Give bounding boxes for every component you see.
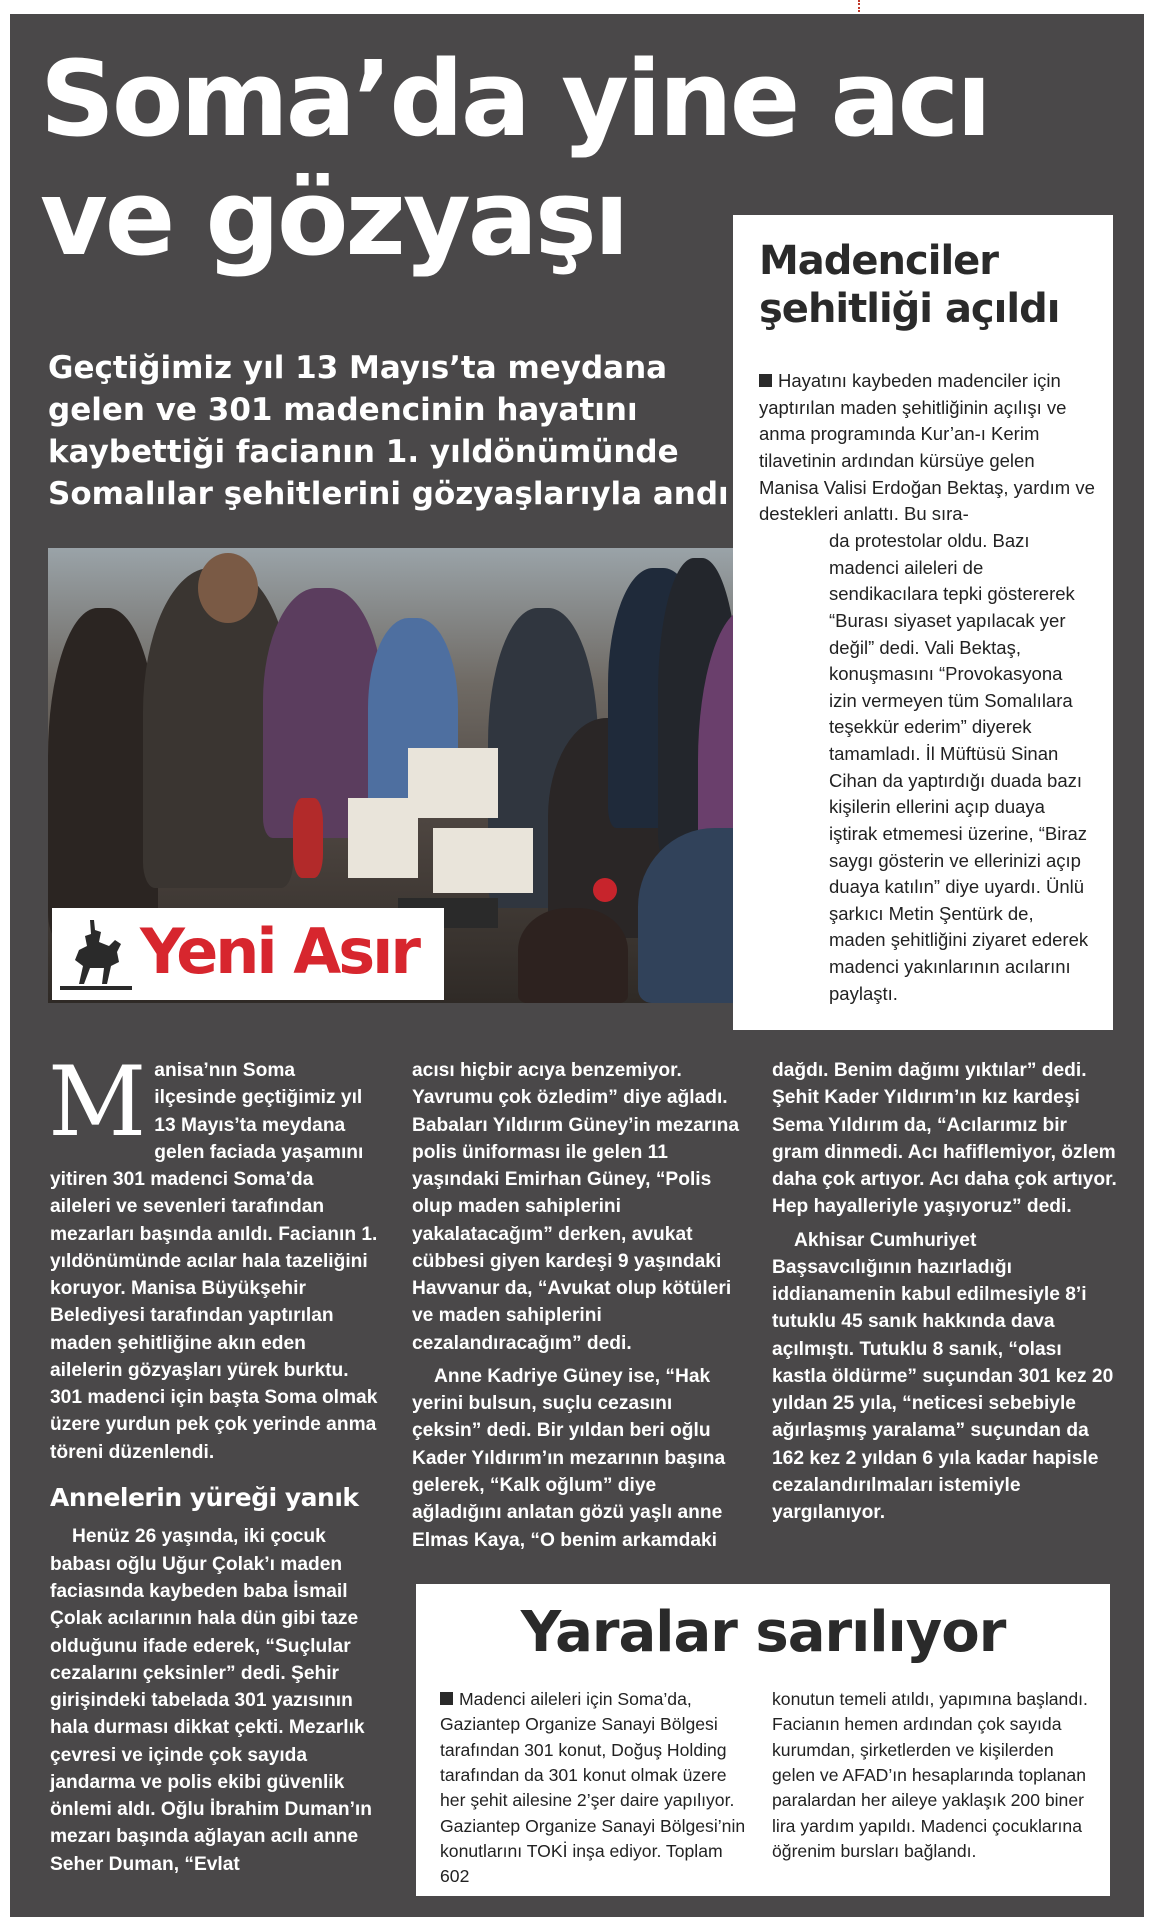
yeni-asir-logo [52,908,444,1000]
grave-sign [408,748,498,818]
info-box [416,1584,1110,1896]
horse-rider-icon [60,916,132,992]
article-column-1 [48,1046,378,1878]
grave-sign [433,828,533,893]
article-paragraph: dağdı. Benim dağımı yıktılar” dedi. Şehit Kader Yıldırım’ın kız kardeşi Sema Yıldırım da, “Acılarımız bir gram dinmedi. Acı hafiflemiyor, özlem daha çok artıyor. Acı daha çok artıyor. Hep hayalleriyle yaşıyoruz” dedi. [772,1060,1117,1218]
sidebar-title-line-1: Madenciler [759,238,999,284]
drop-cap: M [48,1046,147,1158]
sidebar-body-narrow: da protestolar oldu. Bazı madenci aileleri de sendikacılara tepki göstererek “Burası siyaset yapılacak yer değil” dedi. Vali Bektaş, konuşmasını “Provokasyona izin vermeyen tüm Somalılara teşekkür ederim” diyerek tamamladı. İl Müftüsü Sinan Cihan da yaptırdığı duada bazı kişilerin ellerini açıp duaya iştirak etmemesi üzerine, “Biraz saygı gösterin ve ellerinizi açıp duaya katılın” diye uyardı. Ünlü şarkıcı Metin Şentürk de, maden şehitliğini ziyaret ederek madenci yakınlarının acılarını paylaştı. [829,530,1089,1004]
bullet-square-icon [440,1692,453,1705]
grave-sign [348,798,418,878]
article-paragraph: Akhisar Cumhuriyet Başsavcılığının hazırladığı iddianamenin kabul edilmesiyle 8’i tutuklu 45 sanık hakkında dava açılmıştı. Tutuklu 8 sanık, “olası kastla öldürme” suçundan 301 kez 20 yıldan 25 yıla, “neticesi sebebiyle ağırlaşmış yaralama” suçundan da 162 kez 2 yıldan 6 yıla kadar hapisle cezalandırılmaları istemiyle yargılanıyor. [772,1229,1114,1524]
logo-text: Yeni Asır [140,915,418,988]
info-box-column-1 [440,1687,746,1890]
article-paragraph: Anne Kadriye Güney ise, “Hak yerini bulsun, suçlu cezasını çeksin” dedi. Bir yıldan beri oğlu Kader Yıldırım’ın mezarının başına gelerek, “Kalk oğlum” diye ağladığını anlatan gözü yaşlı anne Elmas Kaya, “O benim arkamdaki [412,1365,726,1551]
sidebar-text-1: Hayatını kaybeden madenciler için yaptırılan maden şehitliğinin açılışı ve anma programında Kur’an-ı Kerim tilavetinin ardından kürsüye gelen Manisa Valisi Erdoğan Bektaş, yardım ve destekleri anlattı. Bu sıra- [759,370,1095,525]
sidebar-title [759,237,1059,333]
headline-line-1: Soma’da yine acı [40,38,989,160]
bullet-square-icon [759,374,772,387]
article-subhead: Annelerin yüreği yanık [50,1482,359,1512]
deck-subtitle: Geçtiğimiz yıl 13 Mayıs’ta meydana gelen ve 301 madencinin hayatını kaybettiği facianın 1. yıldönümünde Somalılar şehitlerini gözyaşlarıyla andı [48,350,729,513]
headline-line-2: ve gözyaşı [40,156,627,279]
article-paragraph: Henüz 26 yaşında, iki çocuk babası oğlu Uğur Çolak’ı maden faciasında kaybeden baba İsmail Çolak acılarının hala dün gibi taze olduğunu ifade ederek, “Suçlular cezalarını çeksinler” dedi. Şehir girişindeki tabelada 301 yazısının hala durması dikkat çekti. Mezarlık çevresi ve içinde çok sayıda jandarma ve polis ekibi güvenlik önlemi aldı. Oğlu İbrahim Duman’ın mezarı başında ağlayan acılı anne Seher Duman, “Evlat [50,1526,372,1875]
sidebar-title-line-2: şehitliği açıldı [759,286,1060,332]
info-box-title: Yaralar sarılıyor [520,1600,1006,1665]
cut-mark [858,0,860,12]
info-box-column-2: konutun temeli atıldı, yapımına başlandı. Facianın hemen ardından çok sayıda kurumdan, şirketlerden ve kişilerden gelen ve AFAD’ın hesaplarında toplanan paralardan her aileye yaklaşık 200 biner lira yardım yapıldı. Madenci çocuklarına öğrenim bursları bağlandı. [772,1689,1088,1861]
article-paragraph: anisa’nın Soma ilçesinde geçtiğimiz yıl 13 Mayıs’ta meydana gelen faciada yaşamını yitiren 301 madenci Soma’da aileleri ve sevenleri tarafından mezarları başında anıldı. Facianın 1. yıldönümünde acılar hala tazeliğini koruyor. Manisa Büyükşehir Belediyesi tarafından yaptırılan maden şehitliğine akın eden ailelerin gözyaşları yürek burktu. 301 madenci için başta Soma olmak üzere yurdun pek çok yerinde anma töreni düzenlendi. [50,1060,378,1463]
article-column-2 [412,1057,742,1554]
info-box-text-1: Madenci aileleri için Soma’da, Gaziantep Organize Sanayi Bölgesi tarafından 301 konut, Doğuş Holding tarafından da 301 konut olmak üzere her şehit ailesine 2’şer daire yapılıyor. Gaziantep Organize Sanayi Bölgesi’nin konutlarını TOKİ inşa ediyor. Toplam 602 [440,1689,746,1887]
article-column-3 [772,1057,1117,1527]
sidebar-body-wide [759,368,1095,528]
sidebar-box [733,215,1113,1030]
article-paragraph: acısı hiçbir acıya benzemiyor. Yavrumu çok özledim” diye ağladı. Babaları Yıldırım Güney’in mezarına polis üniforması ile gelen 11 yaşındaki Emirhan Güney, “Polis olup maden sahiplerini yakalatacağım” derken, avukat cübbesi giyen kardeşi 9 yaşındaki Havvanur da, “Avukat olup kötüleri ve maden sahiplerini cezalandıracağım” dedi. [412,1060,740,1354]
